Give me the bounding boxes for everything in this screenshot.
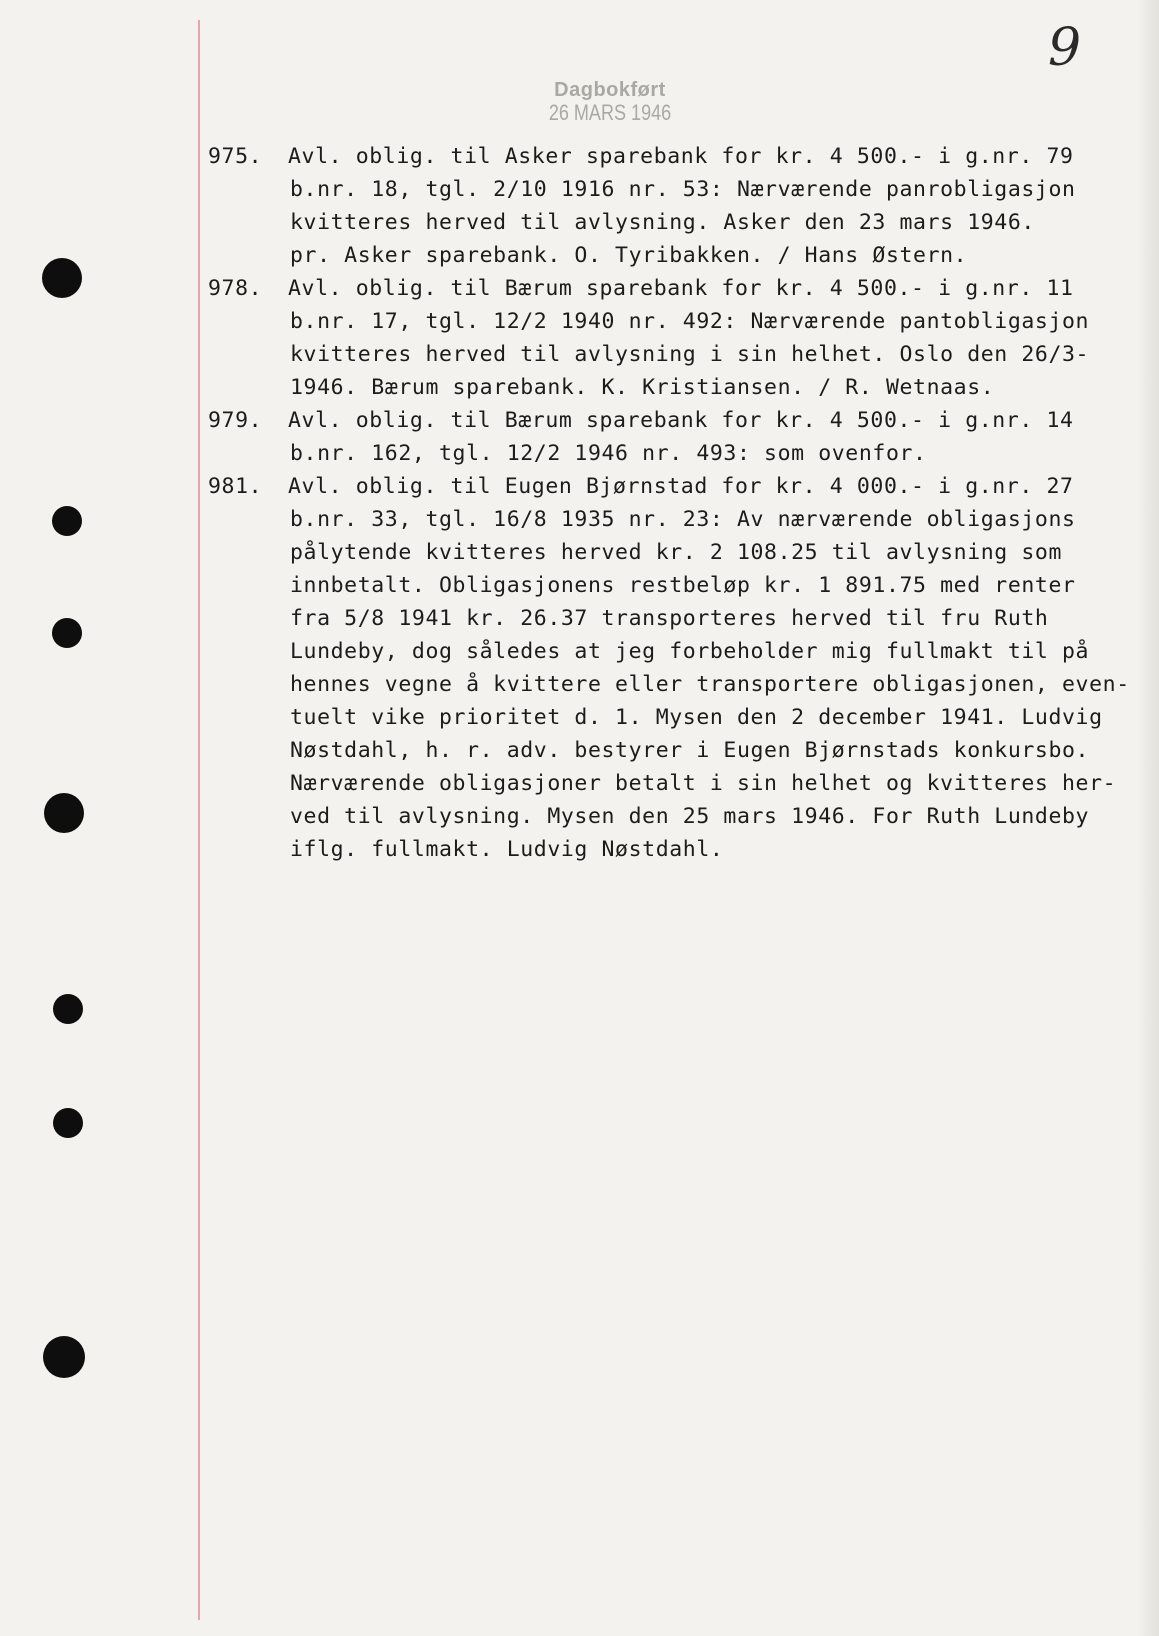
entry-text: ved til avlysning. Mysen den 25 mars 1946. For Ruth Lundeby — [290, 804, 1090, 829]
entry-text: innbetalt. Obligasjonens restbeløp kr. 1 891.75 med renter — [290, 573, 1076, 598]
entry-text: Avl. oblig. til Bærum sparebank for kr. 4 500.- i g.nr. 11 — [288, 276, 1074, 301]
entry-number: 978. — [208, 276, 263, 301]
entry-line — [208, 173, 1128, 206]
entry-line — [208, 437, 1128, 470]
entry-line — [208, 140, 1128, 173]
entry-line — [208, 668, 1128, 701]
entry-text: b.nr. 17, tgl. 12/2 1940 nr. 492: Nærværende pantobligasjon — [290, 309, 1090, 334]
page-number: 9 — [1048, 18, 1082, 78]
entry-line — [208, 305, 1128, 338]
entry-line — [208, 569, 1128, 602]
entry-text: iflg. fullmakt. Ludvig Nøstdahl. — [290, 837, 724, 862]
registration-stamp — [535, 80, 685, 124]
entry-text: Nærværende obligasjoner betalt i sin helhet og kvitteres her- — [290, 771, 1117, 796]
page-edge-shadow — [1137, 0, 1159, 1636]
punch-hole — [42, 258, 82, 298]
entry-text: pålytende kvitteres herved kr. 2 108.25 til avlysning som — [290, 540, 1063, 565]
entry-line — [208, 635, 1128, 668]
entry-line — [208, 767, 1128, 800]
punch-hole — [53, 1108, 83, 1138]
entry-line — [208, 272, 1128, 305]
entry-text: b.nr. 18, tgl. 2/10 1916 nr. 53: Nærværende panrobligasjon — [290, 177, 1076, 202]
entry-line — [208, 503, 1128, 536]
entry-text: tuelt vike prioritet d. 1. Mysen den 2 december 1941. Ludvig — [290, 705, 1103, 730]
entry-line — [208, 338, 1128, 371]
entry-number: 981. — [208, 474, 263, 499]
punch-hole — [43, 1336, 85, 1378]
entry-text: b.nr. 33, tgl. 16/8 1935 nr. 23: Av nærværende obligasjons — [290, 507, 1076, 532]
entry-text: Lundeby, dog således at jeg forbeholder mig fullmakt til på — [290, 639, 1090, 664]
stamp-title: Dagbokført — [554, 79, 666, 101]
entry-line — [208, 206, 1128, 239]
entry-text: Avl. oblig. til Eugen Bjørnstad for kr. 4 000.- i g.nr. 27 — [288, 474, 1074, 499]
entry-text: kvitteres herved til avlysning i sin helhet. Oslo den 26/3- — [290, 342, 1090, 367]
entry-list — [208, 140, 1128, 866]
entry-text: hennes vegne å kvittere eller transportere obligasjonen, even- — [290, 672, 1130, 697]
punch-hole — [44, 793, 84, 833]
entry-line — [208, 701, 1128, 734]
entry-line — [208, 470, 1128, 503]
punch-hole — [52, 618, 82, 648]
stamp-date: 26 MARS 1946 — [548, 100, 672, 125]
punch-hole — [53, 994, 83, 1024]
entry-line — [208, 833, 1128, 866]
entry-line — [208, 404, 1128, 437]
entry-text: 1946. Bærum sparebank. K. Kristiansen. / R. Wetnaas. — [290, 375, 995, 400]
entry-line — [208, 734, 1128, 767]
entry-text: b.nr. 162, tgl. 12/2 1946 nr. 493: som ovenfor. — [290, 441, 927, 466]
entry-line — [208, 602, 1128, 635]
entry-line — [208, 800, 1128, 833]
entry-line — [208, 239, 1128, 272]
entry-text: kvitteres herved til avlysning. Asker den 23 mars 1946. — [290, 210, 1035, 235]
entry-text: pr. Asker sparebank. O. Tyribakken. / Hans Østern. — [290, 243, 968, 268]
entry-number: 979. — [208, 408, 263, 433]
entry-line — [208, 371, 1128, 404]
entry-text: Avl. oblig. til Bærum sparebank for kr. 4 500.- i g.nr. 14 — [288, 408, 1074, 433]
entry-text: Nøstdahl, h. r. adv. bestyrer i Eugen Bjørnstads konkursbo. — [290, 738, 1090, 763]
margin-line — [198, 20, 200, 1620]
entry-number: 975. — [208, 144, 263, 169]
entry-text: Avl. oblig. til Asker sparebank for kr. 4 500.- i g.nr. 79 — [288, 144, 1074, 169]
entry-line — [208, 536, 1128, 569]
punch-hole — [52, 506, 82, 536]
entry-text: fra 5/8 1941 kr. 26.37 transporteres herved til fru Ruth — [290, 606, 1049, 631]
